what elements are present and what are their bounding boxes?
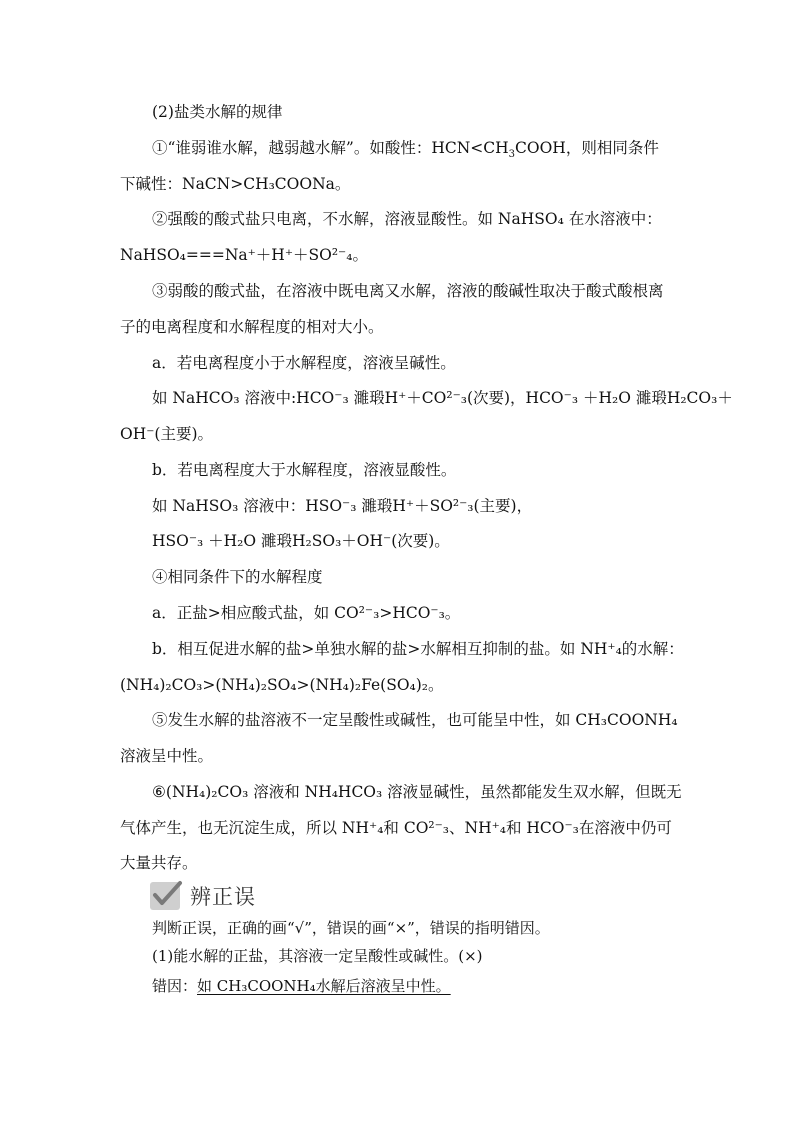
section-heading [150,880,256,912]
rule-1-line-2: 下碱性：NaCN>CH₃COONa。 [120,175,351,193]
rule-6-cont-1: 气体产生，也无沉淀生成，所以 NH⁺₄和 CO²⁻₃、NH⁺₄和 HCO⁻₃在溶液中仍可 [120,819,672,837]
question-1-reason [152,976,451,996]
section-heading-text: 辨正误 [190,885,256,909]
rule-3a: a．若电离程度小于水解程度，溶液呈碱性。 [152,354,456,372]
rule-2-line-1: ②强酸的酸式盐只电离，不水解，溶液显酸性。如 NaHSO₄ 在水溶液中： [152,210,662,228]
rule-6-cont-2: 大量共存。 [120,854,198,872]
rule-3b-example-cont: HSO⁻₃ ＋H₂O 濉瑖H₂SO₃＋OH⁻(次要)。 [152,532,450,550]
rule-3-line-2: 子的电离程度和水解程度的相对大小。 [120,318,384,336]
rule-4b-cont: (NH₄)₂CO₃>(NH₄)₂SO₄>(NH₄)₂Fe(SO₄)₂。 [120,676,444,694]
reason-label: 错因： [152,977,198,995]
rule-4b: b．相互促进水解的盐>单独水解的盐>水解相互抑制的盐。如 NH⁺₄的水解： [152,640,684,658]
subheading-hydrolysis-rules: (2)盐类水解的规律 [152,103,283,121]
rule-3a-example-cont: OH⁻(主要)。 [120,425,214,443]
check-icon [150,882,180,910]
rule-3-line-1: ③弱酸的酸式盐，在溶液中既电离又水解，溶液的酸碱性取决于酸式酸根离 [152,282,664,300]
rule-1-line-1: ①“谁弱谁水解，越弱越水解”。如酸性：$HCN<CH_3COOH$，则相同条件 [152,139,659,161]
rule-4: ④相同条件下的水解程度 [152,568,323,586]
reason-text: 如 CH₃COONH₄水解后溶液呈中性。 [197,977,451,995]
rule-6: ⑥(NH₄)₂CO₃ 溶液和 NH₄HCO₃ 溶液显碱性，虽然都能发生双水解，但既无 [152,783,682,801]
rule-5: ⑤发生水解的盐溶液不一定呈酸性或碱性，也可能呈中性，如 CH₃COONH₄ [152,711,678,729]
rule-3b: b．若电离程度大于水解程度，溶液显酸性。 [152,461,457,479]
rule-4a: a．正盐>相应酸式盐，如 CO²⁻₃>HCO⁻₃。 [152,604,461,622]
rule-3a-example: 如 NaHCO₃ 溶液中:HCO⁻₃ 濉瑖H⁺＋CO²⁻₃(次要)，HCO⁻₃ ＋H₂O 濉瑖H₂CO₃＋ [152,389,733,407]
rule-3b-example: 如 NaHSO₃ 溶液中：HSO⁻₃ 濉瑖H⁺＋SO²⁻₃(主要)， [152,497,533,515]
section-intro: 判断正误，正确的画“√”，错误的画“×”，错误的指明错因。 [152,919,550,937]
question-1: (1)能水解的正盐，其溶液一定呈酸性或碱性。(×) [152,947,483,965]
rule-2-equation: NaHSO₄===Na⁺＋H⁺＋SO²⁻₄。 [120,246,368,264]
rule-5-cont: 溶液呈中性。 [120,747,214,765]
